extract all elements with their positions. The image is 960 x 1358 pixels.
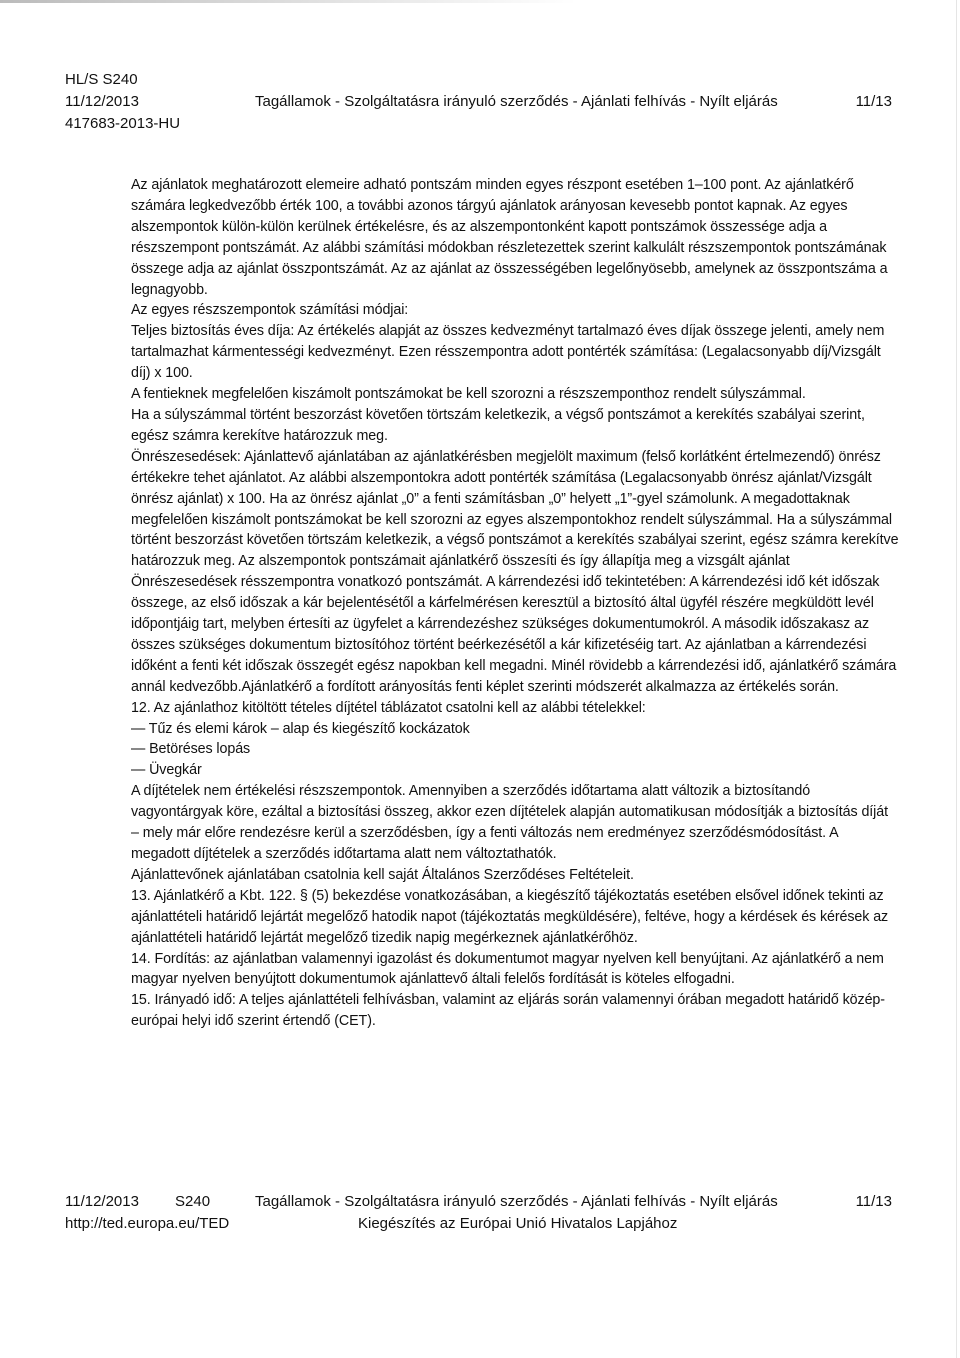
footer-title: Tagállamok - Szolgáltatásra irányuló szerződés - Ajánlati felhívás - Nyílt eljárás bbox=[255, 1193, 778, 1210]
list-item: — Üvegkár bbox=[131, 762, 202, 779]
list-item: — Tűz és elemi károk – alap és kiegészítő kockázatok bbox=[131, 720, 470, 737]
paragraph: Ha a súlyszámmal történt beszorzást követően törtszám keletkezik, a végső pontszámot a kerekítés szabályai szerint, egész számra kerekítve határozzuk meg. bbox=[131, 406, 865, 444]
footer-supplement: Kiegészítés az Európai Unió Hivatalos Lapjához bbox=[358, 1215, 678, 1232]
header-title: Tagállamok - Szolgáltatásra irányuló szerződés - Ajánlati felhívás - Nyílt eljárás bbox=[255, 93, 778, 110]
header-date: 11/12/2013 bbox=[65, 93, 139, 110]
footer-code: S240 bbox=[175, 1193, 211, 1210]
paragraph: A díjtételek nem értékelési részszempontok. Amennyiben a szerződés időtartama alatt változik a biztosítandó vagyontárgyak köre, ezáltal a biztosítási összeg, akkor ezen díjtételek alapján automatikusan módosítják a biztosítás díját – mely már előre rendezésre kerül a szerződésben, így a fenti változás nem eredményez szerződésmódosítást. A megadott díjtételek a szerződés időtartama alatt nem változtathatók. bbox=[131, 783, 888, 862]
paragraph: A fentieknek megfelelően kiszámolt pontszámokat be kell szorozni a részszemponthoz rendelt súlyszámmal. bbox=[131, 386, 806, 403]
paragraph: 15. Irányadó idő: A teljes ajánlattételi felhívásban, valamint az eljárás során valamennyi órában megadott határidő közép-európai helyi idő szerint értendő (CET). bbox=[131, 992, 885, 1030]
scan-edge-right bbox=[956, 0, 957, 1358]
paragraph: Az ajánlatok meghatározott elemeire adható pontszám minden egyes részpont esetében 1–100 pont. Az ajánlatkérő számára legkedvezőbb érték 100, a további azonos tárgyú ajánlatok arányosan kevesebb pontot kapnak. Az egyes alszempontok külön-külön kerülnek értékelésre, és az alszempontonként kapott pontszámok összessége adja a részszempont pontszámát. Az alábbi számítási módokban részletezettek szerint kalkulált részszempontok pontszámának összege adja az ajánlat összpontszámát. Az az ajánlat az összességében legelőnyösebb, amelynek az összpontszáma a legnagyobb. bbox=[131, 177, 888, 298]
paragraph: 14. Fordítás: az ajánlatban valamennyi igazolást és dokumentumot magyar nyelven kell benyújtani. Az ajánlatkérő a nem magyar nyelven benyújtott dokumentumok ajánlattevő általi felelős fordítását is köteles elfogadni. bbox=[131, 950, 884, 988]
header-doc-id: HL/S S240 bbox=[65, 71, 138, 88]
paragraph: Teljes biztosítás éves díja: Az értékelés alapját az összes kedvezményt tartalmazó éves díjak összege jelenti, amely nem tartalmazhat kármentességi kedvezményt. Ezen résszempontra adott pontérték számítása: (Legalacsonyabb díj/Vizsgált díj) x 100. bbox=[131, 323, 885, 382]
header-ref: 417683-2013-HU bbox=[65, 115, 181, 132]
paragraph: Önrészesedések: Ajánlattevő ajánlatában az ajánlatkérésben megjelölt maximum (felső korlátként értelmezendő) önrész értékekre tehet ajánlatot. Az alábbi alszempontokra adott pontérték számítása (Legalacsonyabb önrész ajánlat/Vizsgált önrész ajánlat) x 100. Ha az önrész ajánlat „0” a fenti számításban „0” helyett „1”-gyel számolunk. A megadottaknak megfelelően kiszámolt pontszámokat be kell szorozni az egyes alszempontokhoz rendelt súlyszámmal. Ha a súlyszámmal történt beszorzást követően törtszám keletkezik, a végső pontszámot a kerekítés szabályai szerint, egész számra kerekítve határozzuk meg. Az alszempontok pontszámait ajánlatkérő összesíti és így állapítja meg a vizsgált ajánlat Önrészesedések résszempontra vonatkozó pontszámát. A kárrendezési idő tekintetében: A kárrendezési idő két időszak összege, az első időszak a kár bejelentésétől a kárfelmérésen keresztül a biztosító által ügyfél részére megküldött levél időpontjáig tart, melyben értesíti az ügyfelet a kárrendezéshez szükséges dokumentumokról. A második időszakasz az összes szükséges dokumentum biztosítóhoz történt beérkezésétől a kár kifizetéséig tart. Az ajánlatban a kárrendezési időként a fenti két időszak összegét egész napokban kell megadni. Minél rövidebb a kárrendezési idő, ajánlatkérő számára annál kedvezőbb.Ajánlatkérő a fordított arányosítás fenti képlet szerinti módszerét alkalmazza az értékelés során. bbox=[131, 448, 899, 695]
list-item: — Betöréses lopás bbox=[131, 741, 251, 758]
paragraph: Az egyes részszempontok számítási módjai: bbox=[131, 302, 409, 319]
header-left bbox=[65, 69, 180, 135]
footer-date: 11/12/2013 bbox=[65, 1193, 139, 1210]
document-body bbox=[131, 175, 899, 1032]
paragraph: 13. Ajánlatkérő a Kbt. 122. § (5) bekezdése vonatkozásában, a kiegészítő tájékoztatás esetében elsővel időnek tekinti az ajánlattételi határidő lejártát megelőző hatodik napot (tájékoztatás megküldésére), feltéve, hogy a kérdések és kérések az ajánlattételi határidő lejártát megelőző tizedik napig megérkeznek ajánlatkérőhöz. bbox=[131, 887, 889, 946]
paragraph: Ajánlattevőnek ajánlatában csatolnia kell saját Általános Szerződéses Feltételeit. bbox=[131, 866, 634, 883]
footer-url: http://ted.europa.eu/TED bbox=[65, 1215, 230, 1232]
paragraph: 12. Az ajánlathoz kitöltött tételes díjtétel táblázatot csatolni kell az alábbi tételekkel: bbox=[131, 699, 646, 716]
footer-page-number: 11/13 bbox=[855, 1193, 892, 1210]
header-page-number: 11/13 bbox=[855, 93, 892, 110]
scan-edge-top bbox=[0, 0, 960, 3]
